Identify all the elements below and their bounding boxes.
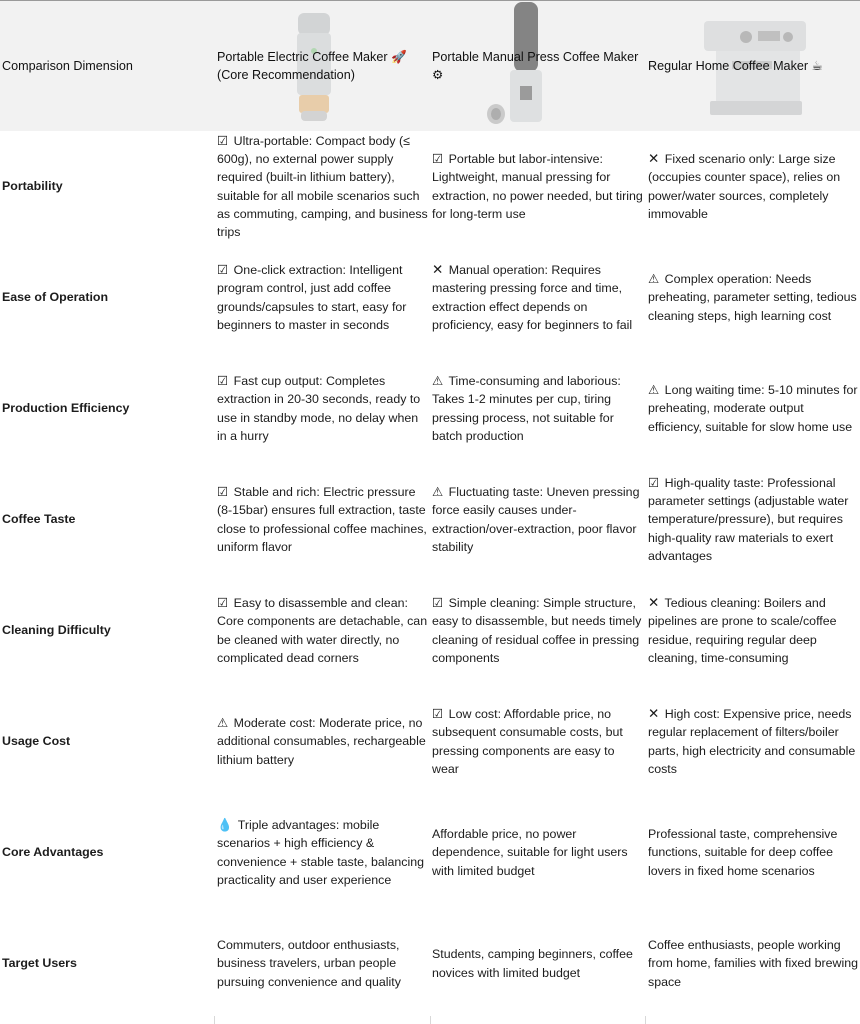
checkbox-checked-icon: ☑ — [217, 595, 229, 611]
checkbox-checked-icon: ☑ — [217, 132, 229, 148]
cell-electric: Commuters, outdoor enthusiasts, business travelers, urban people pursuing convenience and quality — [217, 938, 401, 989]
row-dimension: Production Efficiency — [2, 401, 130, 416]
table-row-core-advantages — [0, 797, 860, 908]
cell-electric: ☑ Easy to disassemble and clean: Core components are detachable, can be cleaned with water directly, no complicated dead corners — [217, 595, 428, 665]
table-row-portability — [0, 131, 860, 242]
table-row-coffee-taste — [0, 464, 860, 575]
droplet-icon: 💧 — [217, 817, 233, 833]
checkbox-checked-icon: ☑ — [648, 474, 660, 490]
cell-manual: ⚠ Fluctuating taste: Uneven pressing force easily causes under-extraction/over-extraction, poor flavor stability — [432, 484, 640, 554]
cross-icon: ✕ — [432, 262, 444, 279]
header-portable-manual: Portable Manual Press Coffee Maker ⚙ — [432, 50, 639, 82]
cell-manual: ☑ Simple cleaning: Simple structure, easy to disassemble, but needs timely cleaning of residual coffee in pressing components — [432, 595, 642, 665]
checkbox-checked-icon: ☑ — [432, 706, 444, 722]
row-dimension: Usage Cost — [2, 734, 71, 749]
cell-electric: 💧 Triple advantages: mobile scenarios + high efficiency & convenience + stable taste, balancing practicality and user experience — [217, 817, 424, 887]
cell-manual: Students, camping beginners, coffee novices with limited budget — [432, 947, 633, 980]
column-tick — [645, 1016, 646, 1024]
cell-home: Professional taste, comprehensive functions, suitable for deep coffee lovers in fixed home scenarios — [648, 827, 838, 878]
row-dimension: Portability — [2, 179, 63, 194]
checkbox-checked-icon: ☑ — [217, 262, 229, 278]
row-dimension: Target Users — [2, 956, 77, 971]
table-row-usage-cost — [0, 686, 860, 797]
cell-electric: ☑ Fast cup output: Completes extraction in 20-30 seconds, ready to use in standby mode, no delay when in a hurry — [217, 373, 421, 443]
checkbox-checked-icon: ☑ — [432, 151, 444, 167]
cell-home: ✕ Tedious cleaning: Boilers and pipelines are prone to scale/coffee residue, requiring regular deep cleaning, time-consuming — [648, 595, 837, 665]
cell-manual: ⚠ Time-consuming and laborious: Takes 1-2 minutes per cup, tiring pressing process, not suitable for batch production — [432, 373, 621, 443]
table-row-target-users — [0, 908, 860, 1019]
cell-manual: ☑ Low cost: Affordable price, no subsequent consumable costs, but pressing components are easy to wear — [432, 706, 623, 776]
row-dimension: Coffee Taste — [2, 512, 76, 527]
cell-electric: ☑ Ultra-portable: Compact body (≤ 600g), no external power supply required (built-in lithium battery), suitable for all mobile scenarios such as commuting, camping, and business trips — [217, 132, 428, 239]
row-dimension: Core Advantages — [2, 845, 104, 860]
cell-electric: ☑ One-click extraction: Intelligent program control, just add coffee grounds/capsules to start, easy for beginners to master in seconds — [217, 262, 407, 332]
cell-home: ✕ Fixed scenario only: Large size (occupies counter space), relies on power/water sources, completely immovable — [648, 151, 841, 221]
header-portable-electric: Portable Electric Coffee Maker 🚀 (Core Recommendation) — [217, 50, 407, 82]
warning-icon: ⚠ — [432, 484, 444, 500]
column-tick — [430, 1016, 431, 1024]
cell-home: ⚠ Long waiting time: 5-10 minutes for preheating, moderate output efficiency, suitable for slow home use — [648, 382, 858, 434]
cell-electric: ⚠ Moderate cost: Moderate price, no additional consumables, rechargeable lithium battery — [217, 715, 426, 767]
row-dimension: Ease of Operation — [2, 290, 109, 305]
warning-icon: ⚠ — [648, 271, 660, 287]
table-row-production-efficiency — [0, 353, 860, 464]
checkbox-checked-icon: ☑ — [217, 373, 229, 389]
cell-manual: ☑ Portable but labor-intensive: Lightweight, manual pressing for extraction, no power needed, but tiring for long-term use — [432, 151, 643, 221]
cell-home: Coffee enthusiasts, people working from home, families with fixed brewing space — [648, 938, 859, 989]
checkbox-checked-icon: ☑ — [432, 595, 444, 611]
column-tick — [214, 1016, 215, 1024]
table-row-cleaning-difficulty — [0, 575, 860, 686]
cell-manual: ✕ Manual operation: Requires mastering pressing force and time, extraction effect depends on proficiency, easy for beginners to fail — [432, 262, 633, 332]
checkbox-checked-icon: ☑ — [217, 484, 229, 500]
cross-icon: ✕ — [648, 151, 660, 168]
row-dimension: Cleaning Difficulty — [2, 623, 111, 638]
table-header — [0, 1, 860, 131]
cell-home: ✕ High cost: Expensive price, needs regular replacement of filters/boiler parts, high electricity and consumable costs — [648, 706, 856, 776]
cell-electric: ☑ Stable and rich: Electric pressure (8-15bar) ensures full extraction, taste close to professional coffee machines, uniform flavor — [217, 484, 427, 554]
warning-icon: ⚠ — [432, 373, 444, 389]
table-row-ease-of-operation — [0, 242, 860, 353]
cell-home: ☑ High-quality taste: Professional parameter settings (adjustable water temperature/pressure), but requires high-quality raw materials to exert advantages — [648, 474, 849, 563]
header-home-coffee-maker: Regular Home Coffee Maker ☕ — [648, 59, 823, 73]
cross-icon: ✕ — [648, 595, 660, 612]
cell-manual: Affordable price, no power dependence, suitable for light users with limited budget — [432, 827, 628, 878]
cell-home: ⚠ Complex operation: Needs preheating, parameter setting, tedious cleaning steps, high learning cost — [648, 271, 857, 323]
cross-icon: ✕ — [648, 706, 660, 723]
warning-icon: ⚠ — [217, 715, 229, 731]
header-dimension: Comparison Dimension — [2, 59, 133, 73]
warning-icon: ⚠ — [648, 382, 660, 398]
